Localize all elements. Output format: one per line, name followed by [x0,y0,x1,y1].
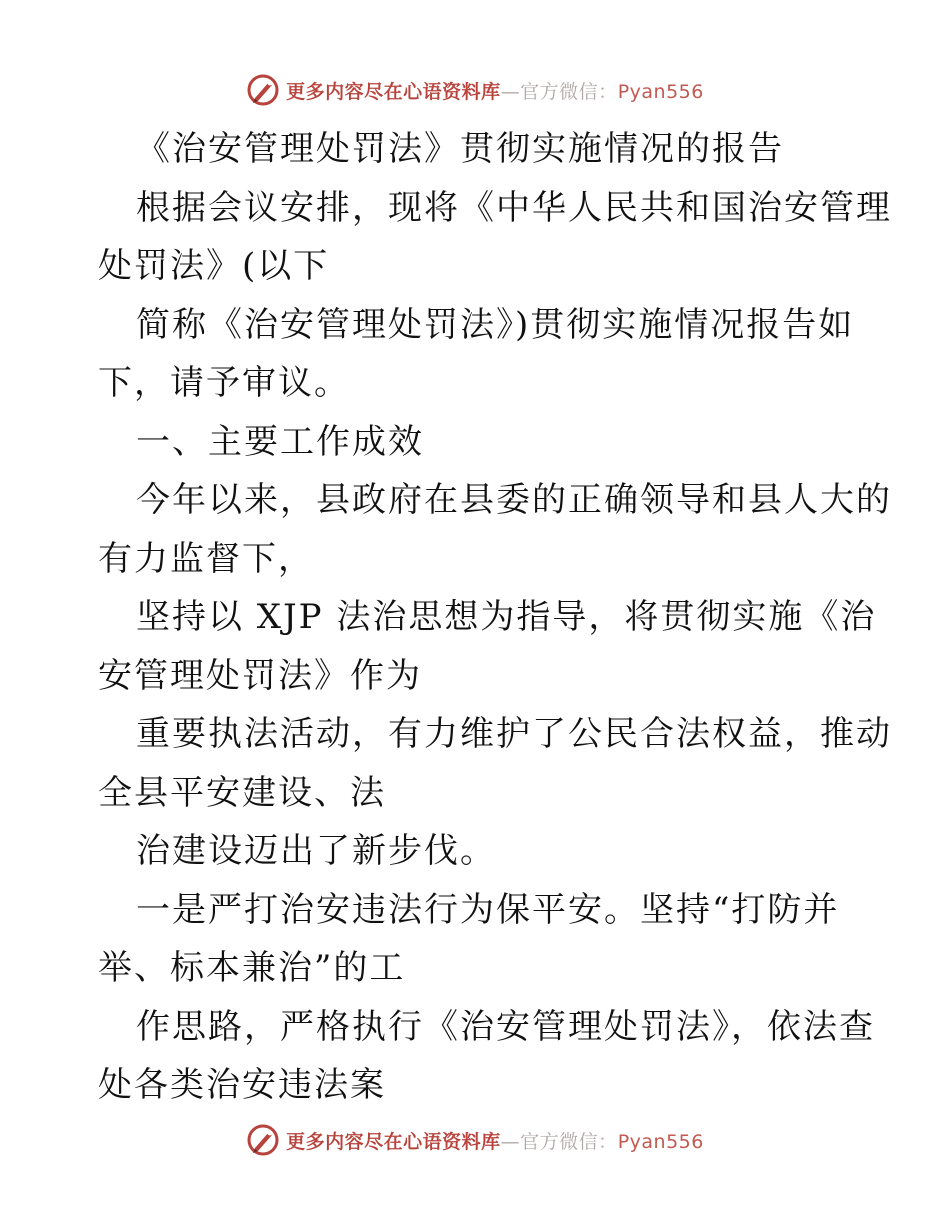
pen-logo-icon [246,73,280,107]
header-watermark [0,70,950,110]
document-line: 根据会议安排，现将《中华人民共和国治安管理 [136,187,892,228]
watermark-contact-label: 官方微信： [520,1130,618,1153]
document-line: 《治安管理处罚法》贯彻实施情况的报告 [136,129,784,169]
document-line: 治建设迈出了新步伐。 [136,831,496,871]
watermark-brand: 更多内容尽在心语资料库 [286,80,501,103]
document-line: 处各类治安违法案 [98,1065,386,1105]
document-line: 简称《治安管理处罚法》)贯彻实施情况报告如 [136,304,855,345]
watermark-brand: 更多内容尽在心语资料库 [286,1130,501,1153]
watermark-contact-id: Pyan556 [617,80,704,103]
document-line: 下，请予审议。 [98,363,350,403]
document-line: 一是严打治安违法行为保平安。坚持“打防并 [136,889,840,930]
document-line: 处罚法》(以下 [98,246,330,286]
watermark-separator: — [500,80,521,103]
document-body [98,120,892,1115]
watermark-contact-id: Pyan556 [617,1130,704,1153]
pen-logo-icon [246,1123,280,1157]
document-line: 安管理处罚法》作为 [98,655,422,696]
watermark-separator: — [500,1130,521,1153]
document-line: 坚持以 XJP 法治思想为指导，将贯彻实施《治 [136,597,877,637]
document-line: 有力监督下， [98,538,314,579]
footer-watermark [0,1120,950,1160]
document-line: 一、主要工作成效 [136,421,424,462]
document-line: 重要执法活动，有力维护了公民合法权益，推动 [136,714,892,754]
document-line: 今年以来，县政府在县委的正确领导和县人大的 [136,480,892,520]
document-line: 全县平安建设、法 [98,772,386,813]
document-line: 举、标本兼治”的工 [98,948,406,988]
document-line: 作思路，严格执行《治安管理处罚法》，依法查 [136,1006,875,1047]
watermark-contact-label: 官方微信： [520,80,618,103]
